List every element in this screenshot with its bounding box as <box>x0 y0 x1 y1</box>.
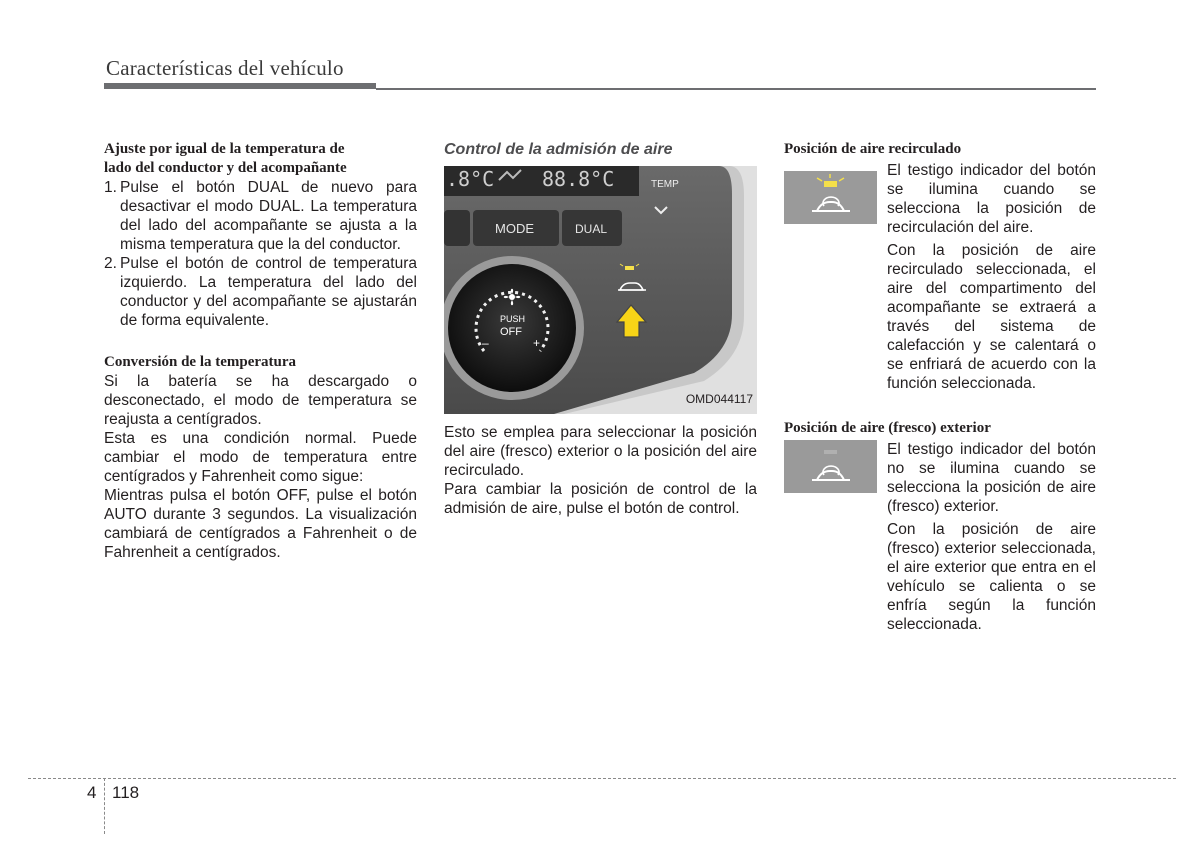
paragraph: Esta es una condición normal. Puede cambiar el modo de temperatura entre centígrados y Fahrenheit como sigue: <box>104 430 417 485</box>
display-left-temp: .8°C <box>446 167 495 191</box>
section-heading-line: Ajuste por igual de la temperatura de <box>104 141 345 157</box>
indicator-off-icon <box>824 450 837 454</box>
paragraph: Con la posición de aire (fresco) exterior seleccionada, el aire exterior que entra en el vehículo se calienta o se enfría según la función seleccionada. <box>887 521 1096 633</box>
section-heading-recirculated: Posición de aire recirculado <box>784 141 962 157</box>
section-heading-equal-temp <box>104 140 417 178</box>
section-heading-temp-conversion: Conversión de la temperatura <box>104 354 297 370</box>
section-heading-line: lado del conductor y del acompañante <box>104 160 347 176</box>
middle-column <box>444 140 757 518</box>
footer-divider <box>28 778 1176 779</box>
step-text: Pulse el botón de control de temperatura izquierdo. La temperatura del lado del conductor y del acompañante se ajustarán de forma equivalente. <box>120 255 417 329</box>
fresh-button-icon <box>784 440 877 493</box>
header-rule-thick <box>104 83 376 89</box>
climate-panel-illustration <box>444 166 757 414</box>
recirc-button-icon <box>784 171 877 224</box>
paragraph: El testigo indicador del botón no se ilumina cuando se selecciona la posición de aire (fresco) exterior. <box>887 441 1096 515</box>
paragraph: Mientras pulsa el botón OFF, pulse el botón AUTO durante 3 segundos. La visualización cambiará de centígrados a Fahrenheit o de Fahrenheit a centígrados. <box>104 487 417 561</box>
display-right-temp: 88.8°C <box>542 167 615 191</box>
chapter-title: Características del vehículo <box>106 56 344 80</box>
step-item <box>104 178 417 254</box>
right-column <box>784 140 1096 634</box>
knob-off-label: OFF <box>500 326 522 338</box>
figure-code: OMD044117 <box>685 392 753 406</box>
section-heading-air-intake: Control de la admisión de aire <box>444 141 673 158</box>
dual-button-label: DUAL <box>575 222 608 236</box>
footer-vertical-divider <box>104 778 105 834</box>
car-recirculation-icon <box>812 197 850 211</box>
paragraph: Esto se emplea para seleccionar la posición del aire (fresco) exterior o la posición del aire recirculado. <box>444 424 757 479</box>
step-text: Pulse el botón DUAL de nuevo para desactivar el modo DUAL. La temperatura del lado del acompañante se ajusta a la misma temperatura que la del conductor. <box>120 179 417 253</box>
knob-minus-label: – <box>482 336 489 350</box>
step-number: 1. <box>104 179 117 196</box>
paragraph: Si la batería se ha descargado o desconectado, el modo de temperatura se reajusta a centígrados. <box>104 373 417 428</box>
temp-label: TEMP <box>651 179 679 190</box>
mode-button-label: MODE <box>495 221 534 236</box>
recirc-text <box>887 161 1096 393</box>
left-column <box>104 140 417 562</box>
knob-plus-label: + <box>533 336 541 350</box>
recirc-block <box>784 161 1096 393</box>
indicator-light <box>625 266 634 270</box>
indicator-on-icon <box>824 181 837 187</box>
car-fresh-air-icon <box>812 466 850 480</box>
climate-control-figure <box>444 166 757 414</box>
section-heading-fresh-air: Posición de aire (fresco) exterior <box>784 420 991 436</box>
paragraph: El testigo indicador del botón se ilumina cuando se selecciona la posición de recirculación del aire. <box>887 162 1096 236</box>
header-rule-thin <box>376 88 1096 90</box>
page-number: 118 <box>112 783 140 802</box>
chapter-number: 4 <box>87 783 97 802</box>
steps-list <box>104 178 417 330</box>
fresh-block <box>784 440 1096 634</box>
fresh-text <box>887 440 1096 634</box>
left-partial-button[interactable] <box>444 210 470 246</box>
paragraph: Para cambiar la posición de control de la admisión de aire, pulse el botón de control. <box>444 481 757 517</box>
paragraph: Con la posición de aire recirculado seleccionada, el aire del compartimento del acompañante se extraerá a través del sistema de calefacción y se calentará o se enfriará de acuerdo con la función seleccionada. <box>887 242 1096 392</box>
knob-push-label: PUSH <box>500 314 526 324</box>
step-item <box>104 254 417 330</box>
step-number: 2. <box>104 255 117 272</box>
